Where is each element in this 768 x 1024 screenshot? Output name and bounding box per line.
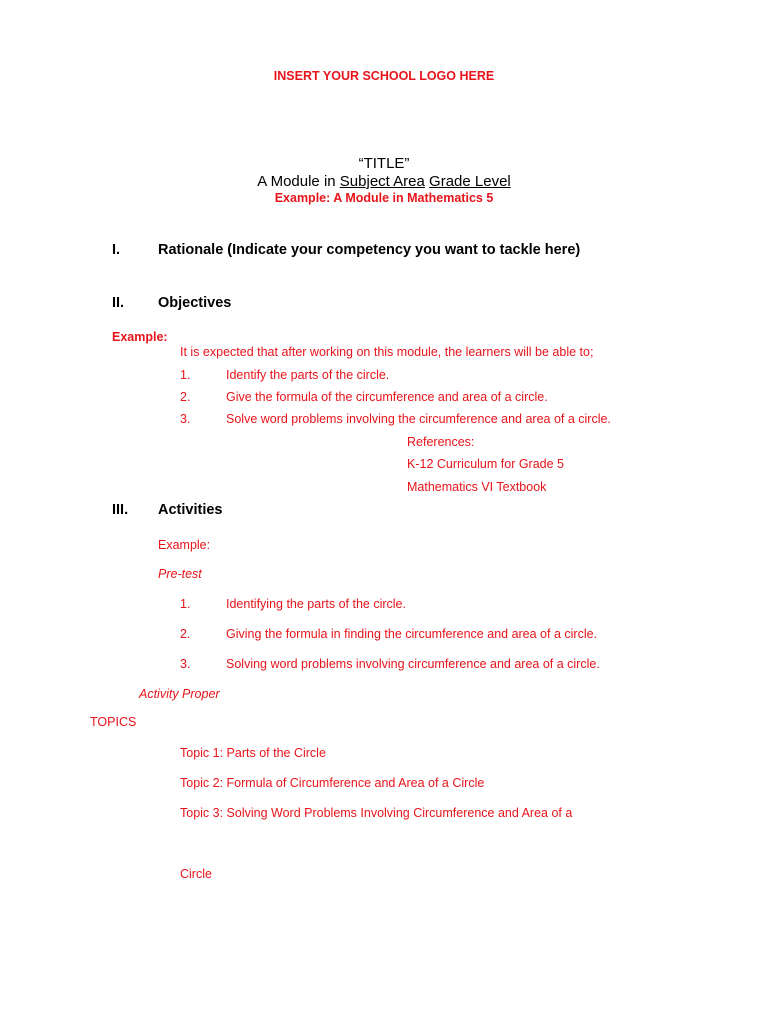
section-objectives-heading: Objectives bbox=[158, 295, 232, 311]
section-rationale-heading: Rationale (Indicate your competency you want to tackle here) bbox=[158, 242, 581, 258]
pretest-item-3-number: 3. bbox=[180, 657, 191, 671]
objective-3-number: 3. bbox=[180, 412, 191, 426]
topics-label: TOPICS bbox=[90, 715, 137, 729]
activities-example-label: Example: bbox=[158, 538, 211, 552]
pretest-item-2-text: Giving the formula in finding the circumference and area of a circle. bbox=[226, 627, 598, 641]
objective-2-text: Give the formula of the circumference and area of a circle. bbox=[226, 390, 548, 404]
pretest-label: Pre-test bbox=[158, 567, 202, 581]
objectives-intro: It is expected that after working on this module, the learners will be able to; bbox=[180, 345, 594, 359]
section-objectives-number: II. bbox=[112, 295, 125, 311]
topic-3-continued: Circle bbox=[180, 867, 212, 881]
topic-1: Topic 1: Parts of the Circle bbox=[180, 746, 326, 760]
example-module-title: Example: A Module in Mathematics 5 bbox=[274, 191, 494, 205]
reference-item: K-12 Curriculum for Grade 5 bbox=[407, 457, 565, 471]
subtitle-grade: Grade Level bbox=[429, 173, 511, 190]
school-logo-placeholder: INSERT YOUR SCHOOL LOGO HERE bbox=[273, 69, 495, 83]
activity-proper-label: Activity Proper bbox=[139, 687, 220, 701]
objective-2-number: 2. bbox=[180, 390, 191, 404]
module-subtitle bbox=[0, 173, 768, 190]
section-activities-number: III. bbox=[112, 502, 129, 518]
section-rationale-number: I. bbox=[112, 242, 121, 258]
pretest-item-1-number: 1. bbox=[180, 597, 191, 611]
topic-3: Topic 3: Solving Word Problems Involving Circumference and Area of a bbox=[180, 806, 573, 820]
objective-1-number: 1. bbox=[180, 368, 191, 382]
section-activities-heading: Activities bbox=[158, 502, 223, 518]
objectives-example-label: Example: bbox=[112, 330, 168, 344]
reference-item: Mathematics VI Textbook bbox=[407, 480, 547, 494]
objective-1-text: Identify the parts of the circle. bbox=[226, 368, 390, 382]
topic-2: Topic 2: Formula of Circumference and Area of a Circle bbox=[180, 776, 485, 790]
pretest-item-2-number: 2. bbox=[180, 627, 191, 641]
objective-3-text: Solve word problems involving the circumference and area of a circle. bbox=[226, 412, 611, 426]
pretest-item-1-text: Identifying the parts of the circle. bbox=[226, 597, 406, 611]
subtitle-prefix: A Module in bbox=[257, 173, 340, 190]
module-title: “TITLE” bbox=[358, 155, 410, 172]
pretest-item-3-text: Solving word problems involving circumference and area of a circle. bbox=[226, 657, 600, 671]
references-label: References: bbox=[407, 435, 475, 449]
subtitle-subject: Subject Area bbox=[339, 173, 425, 190]
